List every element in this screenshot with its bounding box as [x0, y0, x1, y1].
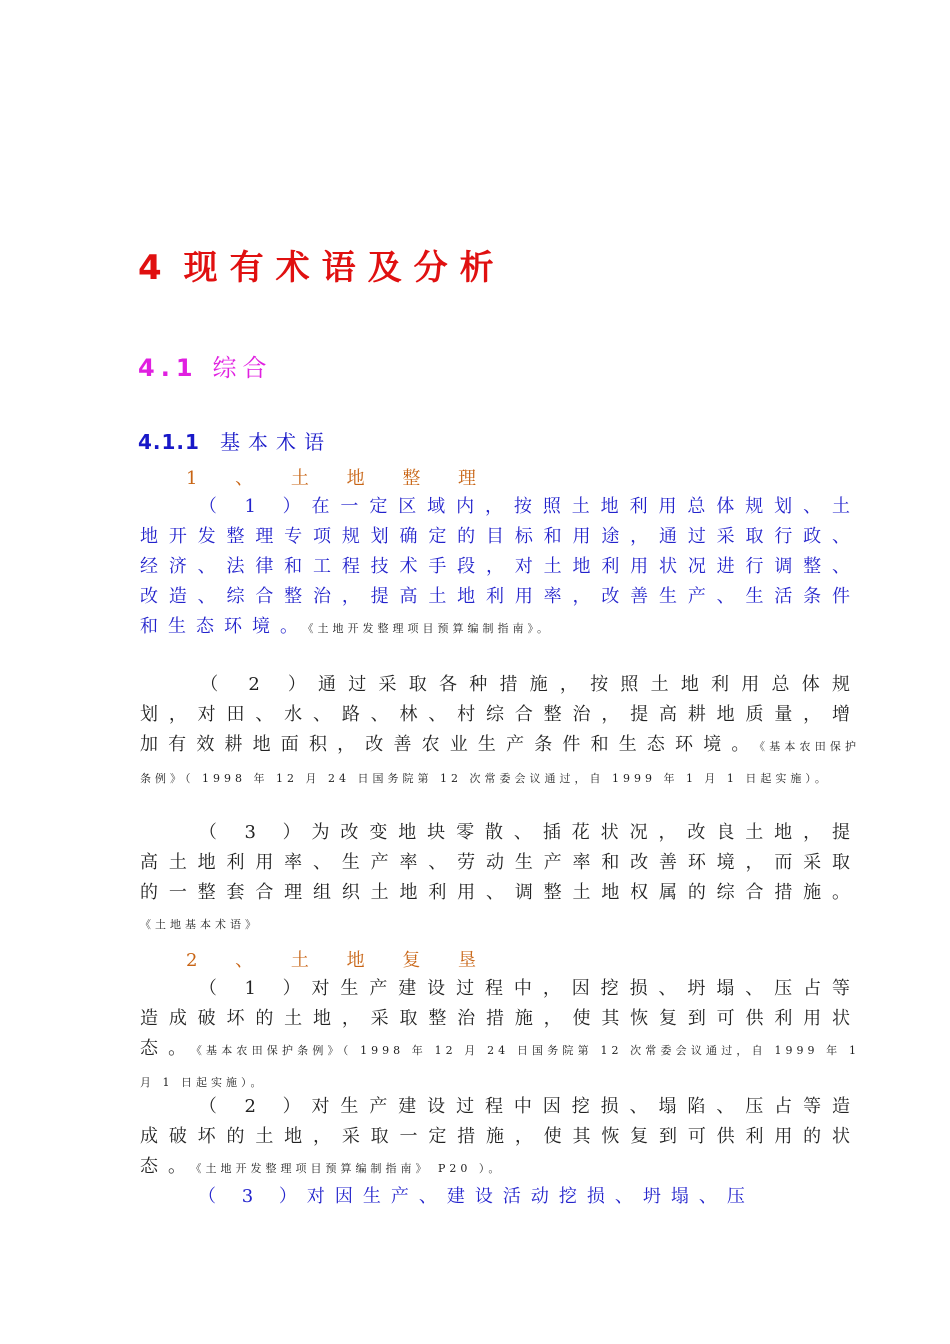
definition-text: （ 1 ）在一定区域内，按照土地利用总体规划、土地开发整理专项规划确定的目标和用途，通过采取行政、经济、法律和工程技术手段，对土地利用状况进行调整、改造、综合整治，提高土地利用率，改善生产、生活条件和生态环境。 — [140, 496, 860, 637]
source-citation: 《土地基本术语》 — [140, 918, 260, 931]
chapter-number: 4 — [138, 248, 174, 288]
source-citation: 《土地开发整理项目预算编制指南》。 — [308, 622, 552, 635]
term-heading: 1 、 土 地 整 理 — [186, 468, 493, 489]
definition-text: （ 3 ）对因生产、建设活动挖损、坍塌、压 — [198, 1186, 755, 1207]
subsection-heading — [138, 426, 332, 455]
definition-text: （ 2 ）对生产建设过程中因挖损、塌陷、压占等造成破坏的土地，采取一定措施，使其恢复到可供利用的状态。 — [140, 1096, 860, 1177]
source-citation: 《土地开发整理项目预算编制指南》 P20 ）。 — [196, 1162, 504, 1175]
section-number: 4.1 — [138, 354, 199, 382]
section-heading — [138, 348, 273, 383]
source-citation: 《基本农田保护条例》（ 1998 年 12 月 24 日国务院第 12 次常委会议通过，自 1999 年 1 月 1 日起实施）。 — [140, 740, 861, 785]
chapter-title: 现有术语及分析 — [183, 248, 506, 288]
section-title: 综合 — [212, 354, 273, 382]
definition-paragraph — [140, 1092, 860, 1184]
subsection-number: 4.1.1 — [138, 430, 200, 454]
definition-paragraph — [140, 492, 860, 644]
term-heading: 2 、 土 地 复 垦 — [186, 950, 493, 971]
source-citation: 《基本农田保护条例》（ 1998 年 12 月 24 日国务院第 12 次常委会议通过，自 1999 年 1 月 1 日起实施）。 — [140, 1044, 860, 1089]
definition-text: （ 1 ）对生产建设过程中，因挖损、坍塌、压占等造成破坏的土地，采取整治措施，使其恢复到可供利用状态。 — [140, 978, 860, 1059]
definition-text: （ 2 ）通过采取各种措施，按照土地利用总体规划，对田、水、路、林、村综合整治，提高耕地质量，增加有效耕地面积，改善农业生产条件和生态环境。 — [140, 674, 860, 755]
definition-paragraph — [140, 974, 860, 1098]
definition-paragraph — [140, 670, 860, 794]
definition-paragraph — [140, 1182, 860, 1212]
definition-paragraph — [140, 818, 860, 940]
subsection-title: 基本术语 — [219, 430, 332, 454]
definition-text: （ 3 ）为改变地块零散、插花状况，改良土地，提高土地利用率、生产率、劳动生产率和改善环境，而采取的一整套合理组织土地利用、调整土地权属的综合措施。 — [140, 822, 860, 903]
chapter-heading — [138, 240, 506, 289]
